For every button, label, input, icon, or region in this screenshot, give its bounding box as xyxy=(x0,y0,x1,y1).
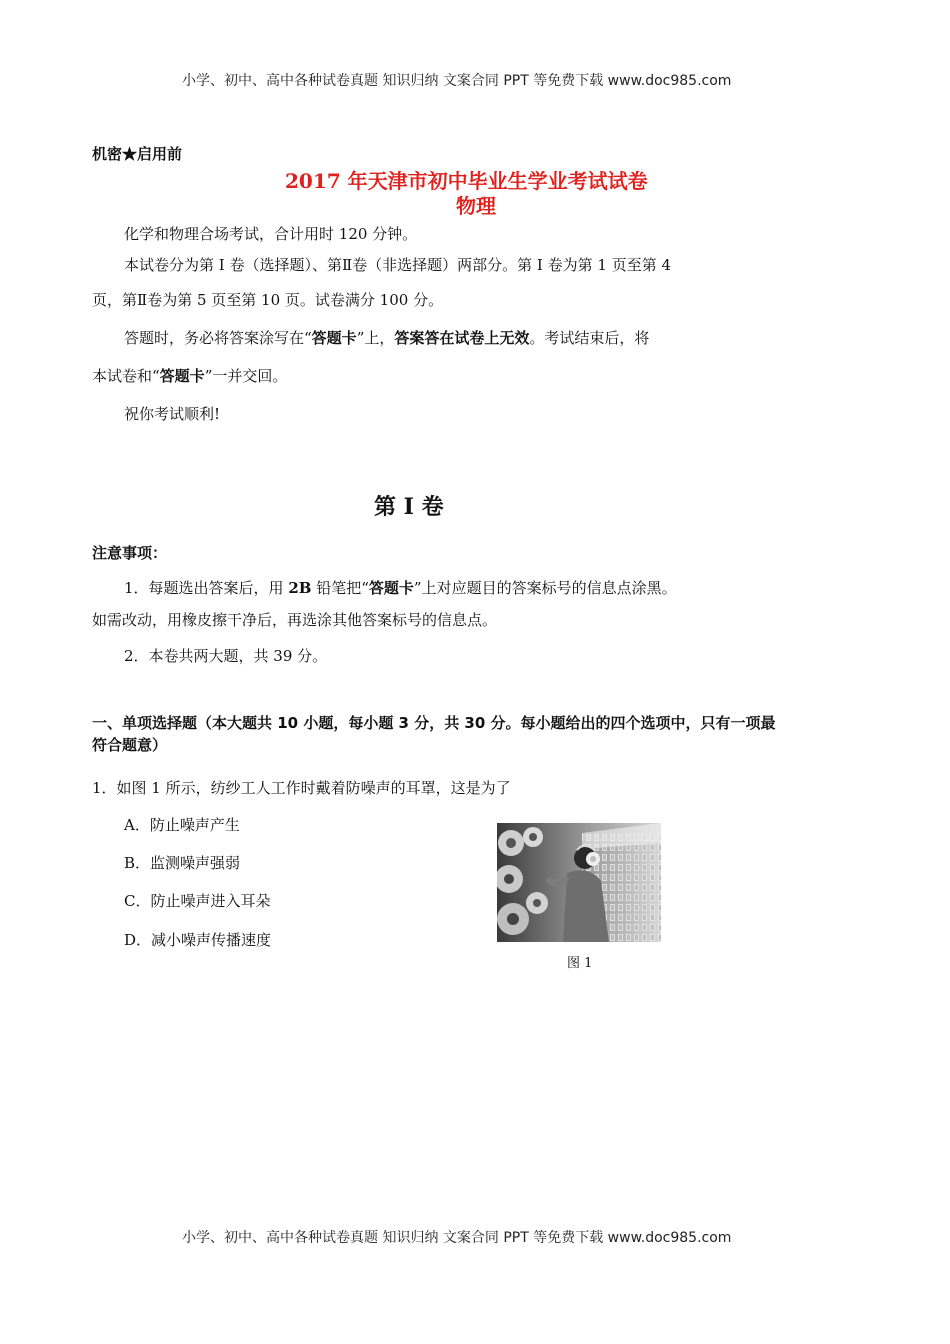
intro-line-4-a: 答题时，务必将答案涂写在“ xyxy=(124,329,312,347)
note-1-line-2: 如需改动，用橡皮擦干净后，再选涂其他答案标号的信息点。 xyxy=(92,611,498,629)
invalid-answer-warning: 答案答在试卷上无效 xyxy=(394,329,530,347)
exam-title: 2017 年天津市初中毕业生学业考试试卷 xyxy=(285,169,648,193)
note-1-e: ”上对应题目的答案标号的信息点涂黑。 xyxy=(413,579,677,597)
good-luck-text: 祝你考试顺利! xyxy=(124,405,221,423)
answer-card-term: 答题卡 xyxy=(159,367,205,385)
note-1-c: 铅笔把“ xyxy=(311,579,369,597)
intro-line-4-c: ”上， xyxy=(356,329,395,347)
note-1-a: 1．每题选出答案后，用 xyxy=(124,579,289,597)
question-1-option-a: A．防止噪声产生 xyxy=(124,816,240,834)
intro-line-5-a: 本试卷和“ xyxy=(92,367,160,385)
intro-line-4-e: 。考试结束后，将 xyxy=(529,329,650,347)
question-1-option-c: C．防止噪声进入耳朵 xyxy=(124,892,271,910)
figure-1-photo xyxy=(497,823,661,942)
question-1-stem: 1．如图 1 所示，纺纱工人工作时戴着防噪声的耳罩，这是为了 xyxy=(92,779,511,797)
page-footer: 小学、初中、高中各种试卷真题 知识归纳 文案合同 PPT 等免费下载 www.doc985.com xyxy=(182,1230,732,1246)
intro-line-5 xyxy=(92,366,287,386)
intro-line-3: 页，第Ⅱ卷为第 5 页至第 10 页。试卷满分 100 分。 xyxy=(92,291,444,309)
spinning-worker-image xyxy=(497,823,661,942)
intro-line-2: 本试卷分为第 I 卷（选择题）、第Ⅱ卷（非选择题）两部分。第 I 卷为第 1 页至第 4 xyxy=(124,256,672,274)
intro-line-5-c: ”一并交回。 xyxy=(204,367,288,385)
figure-1-caption: 图 1 xyxy=(567,956,593,971)
intro-line-4 xyxy=(124,328,649,348)
answer-card-term: 答题卡 xyxy=(311,329,357,347)
volume-title: 第 I 卷 xyxy=(374,494,444,520)
note-2: 2．本卷共两大题，共 39 分。 xyxy=(124,647,328,665)
pencil-type: 2B xyxy=(288,579,312,597)
section-heading-line-2: 符合题意） xyxy=(92,736,168,754)
question-1-option-d: D．减小噪声传播速度 xyxy=(124,931,272,949)
question-1-option-b: B．监测噪声强弱 xyxy=(124,854,241,872)
intro-line-1: 化学和物理合场考试，合计用时 120 分钟。 xyxy=(124,225,418,243)
notes-heading: 注意事项： xyxy=(92,544,168,562)
section-heading-line-1: 一、单项选择题（本大题共 10 小题，每小题 3 分，共 30 分。每小题给出的四个选项中，只有一项最 xyxy=(92,714,776,732)
note-1 xyxy=(124,578,677,598)
confidential-label: 机密★启用前 xyxy=(92,145,183,163)
page-header: 小学、初中、高中各种试卷真题 知识归纳 文案合同 PPT 等免费下载 www.doc985.com xyxy=(182,73,732,89)
answer-card-term: 答题卡 xyxy=(368,579,414,597)
exam-subject: 物理 xyxy=(456,194,496,218)
